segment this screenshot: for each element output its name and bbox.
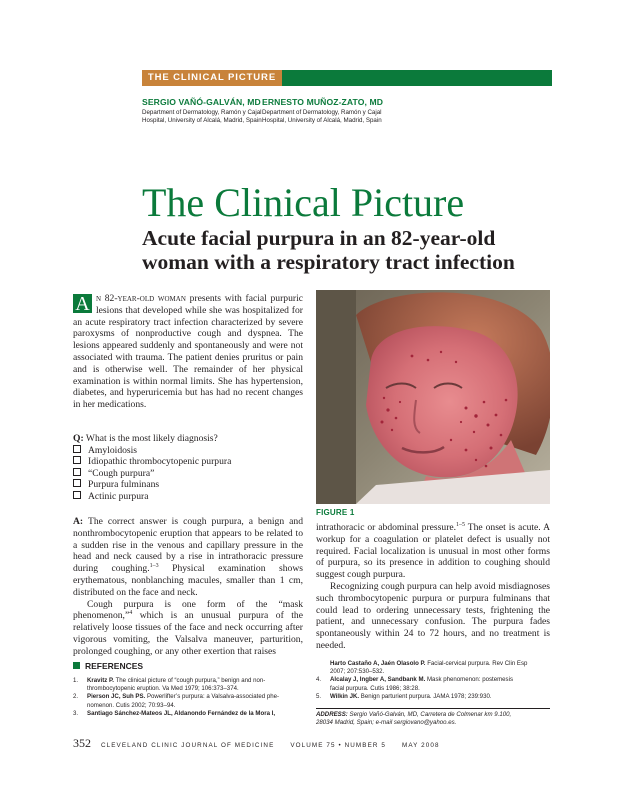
intro-smallcaps: n 82-year-old woman bbox=[96, 293, 186, 304]
references-list-right: Harto Castaño A, Jaén Olasolo P. Facial-cervical purpura. Rev Clin Esp 2007; 207:530–532. 4. Alcalay J, Ingber A, Sandbank M. Mask phenomenon: postemesis facial purpura. Cutis 1986; 38:28. 5. Wilkin JK. Benign parturient purpura. JAMA 1978; 239:930. bbox=[316, 660, 550, 701]
answer-paragraph-3: Recognizing cough purpura can help avoid misdiagnoses such thrombocytopenic purpura or purpura fulminans that could lead to ordering unnecessary tests, frightening the patient, and unnecessary confusion. The purpura fades spontaneously within 24 to 72 hours, and no treatment is needed. bbox=[316, 580, 550, 651]
section-label: THE CLINICAL PICTURE bbox=[142, 70, 282, 86]
reference-item: 1. Kravitz P. The clinical picture of “cough purpura,” benign and non- bbox=[73, 677, 266, 684]
answer-block bbox=[73, 516, 303, 658]
page-title: The Clinical Picture bbox=[142, 180, 465, 225]
author-block-2 bbox=[262, 97, 383, 126]
option-item: Purpura fulminans bbox=[73, 479, 303, 490]
figure-label: FIGURE 1 bbox=[316, 508, 355, 517]
issue-date: MAY 2008 bbox=[401, 742, 440, 749]
drop-cap: A bbox=[73, 294, 92, 313]
checkbox-icon bbox=[73, 479, 81, 487]
question-block bbox=[73, 433, 303, 502]
author-affiliation: Department of Dermatology, Ramón y Cajal Hospital, University of Alcalá, Madrid, Spain bbox=[142, 109, 262, 125]
answer-paragraph-1: A: The correct answer is cough purpura, a benign and nonthrombocytopenic eruption that appears to be related to a sudden rise in the venous and capillary pressure in the head and neck caused by a rise in intrathoracic pressure during coughing.$^{1-3}$ Physical examination shows erythematous, nonblanching macules, smaller than 1 cm, distributed on the face and neck. bbox=[73, 516, 303, 598]
answer-paragraph-2: Cough purpura is one form of the “mask phenomenon,”$^4$ which is an unusual purpura of the relatively loose tissues of the face and neck occurring after vigorous vomiting, the Valsalva maneuver, parturition, prolonged coughing, or any other exertion that raises bbox=[73, 598, 303, 657]
reference-item: 2. Pierson JC, Suh PS. Powerlifter’s purpura: a Valsalva-associated phe- bbox=[73, 693, 280, 701]
volume-info: VOLUME 75 • NUMBER 5 bbox=[290, 742, 386, 749]
reference-item: 5. Wilkin JK. Benign parturient purpura. JAMA 1978; 239:930. bbox=[316, 692, 492, 700]
references-heading: REFERENCES bbox=[73, 661, 143, 671]
references-list-left: 1. Kravitz P. The clinical picture of “cough purpura,” benign and non- thrombocytopenic eruption. Va Med 1979; 106:373–374. 2. Pierson JC, Suh PS. Powerlifter’s purpura: a Valsalva-associated phe- nomenon. Cutis 2002; 70:93–94. 3. Santiago Sánchez-Mateos JL, Aldanondo Fernández de la Mora I, bbox=[73, 677, 305, 718]
correspondence-address: ADDRESS: Sergio Vañó-Galván, MD, Carretera de Colmenar km 9.100, 28034 Madrid, Spain; e-mail sergiovano@yahoo.es. bbox=[316, 708, 550, 727]
author-block-1 bbox=[142, 97, 262, 126]
clinical-photo bbox=[316, 290, 550, 504]
article-subtitle: Acute facial purpura in an 82-year-old woman with a respiratory tract infection bbox=[142, 226, 515, 274]
reference-item: 4. Alcalay J, Ingber A, Sandbank M. Mask phenomenon: postemesis bbox=[316, 676, 514, 684]
square-bullet-icon bbox=[73, 662, 80, 669]
page-number: 352 bbox=[73, 736, 91, 750]
author-name: ERNESTO MUÑOZ-ZATO, MD bbox=[262, 97, 384, 107]
checkbox-icon bbox=[73, 468, 81, 476]
option-item: Actinic purpura bbox=[73, 491, 303, 502]
option-item: Amyloidosis bbox=[73, 445, 303, 456]
page-footer bbox=[73, 736, 440, 751]
checkbox-icon bbox=[73, 456, 81, 464]
case-intro bbox=[73, 293, 303, 411]
checkbox-icon bbox=[73, 491, 81, 499]
answer-continued bbox=[316, 522, 550, 652]
reference-item-cont: Harto Castaño A, Jaén Olasolo P. Facial-cervical purpura. Rev Clin Esp bbox=[330, 660, 528, 667]
reference-item: 3. Santiago Sánchez-Mateos JL, Aldanondo Fernández de la Mora I, bbox=[73, 709, 276, 717]
intro-text: presents with facial purpuric lesions that developed while she was hospitalized for an acute respiratory tract infection characterized by severe paroxysms of nonproductive cough and dyspnea. The lesions appeared suddenly and spontaneously and were not associated with trauma. The patient denies pruritus or pain and is otherwise well. The remainder of her physical examination is within normal limits. She has hypertension, diabetes, and hyperuricemia but has had no recent changes in her medications. bbox=[73, 293, 303, 411]
option-item: “Cough purpura” bbox=[73, 468, 303, 479]
question-text: Q: What is the most likely diagnosis? bbox=[73, 433, 218, 444]
author-affiliation: Department of Dermatology, Ramón y Cajal Hospital, University of Alcalá, Madrid, Spain bbox=[262, 109, 382, 125]
answer-paragraph-2-cont: intrathoracic or abdominal pressure.$^{1-5}$ The onset is acute. A workup for a coagulation or platelet defect is usually not required. Facial localization is unusual in most other forms of purpura, so its presence in addition to coughing should suggest cough purpura. bbox=[316, 521, 550, 581]
option-item: Idiopathic thrombocytopenic purpura bbox=[73, 456, 303, 467]
author-name: SERGIO VAÑÓ-GALVÁN, MD bbox=[142, 97, 261, 107]
patient-face-image bbox=[316, 290, 550, 504]
journal-name: CLEVELAND CLINIC JOURNAL OF MEDICINE bbox=[101, 742, 275, 749]
checkbox-icon bbox=[73, 445, 81, 453]
